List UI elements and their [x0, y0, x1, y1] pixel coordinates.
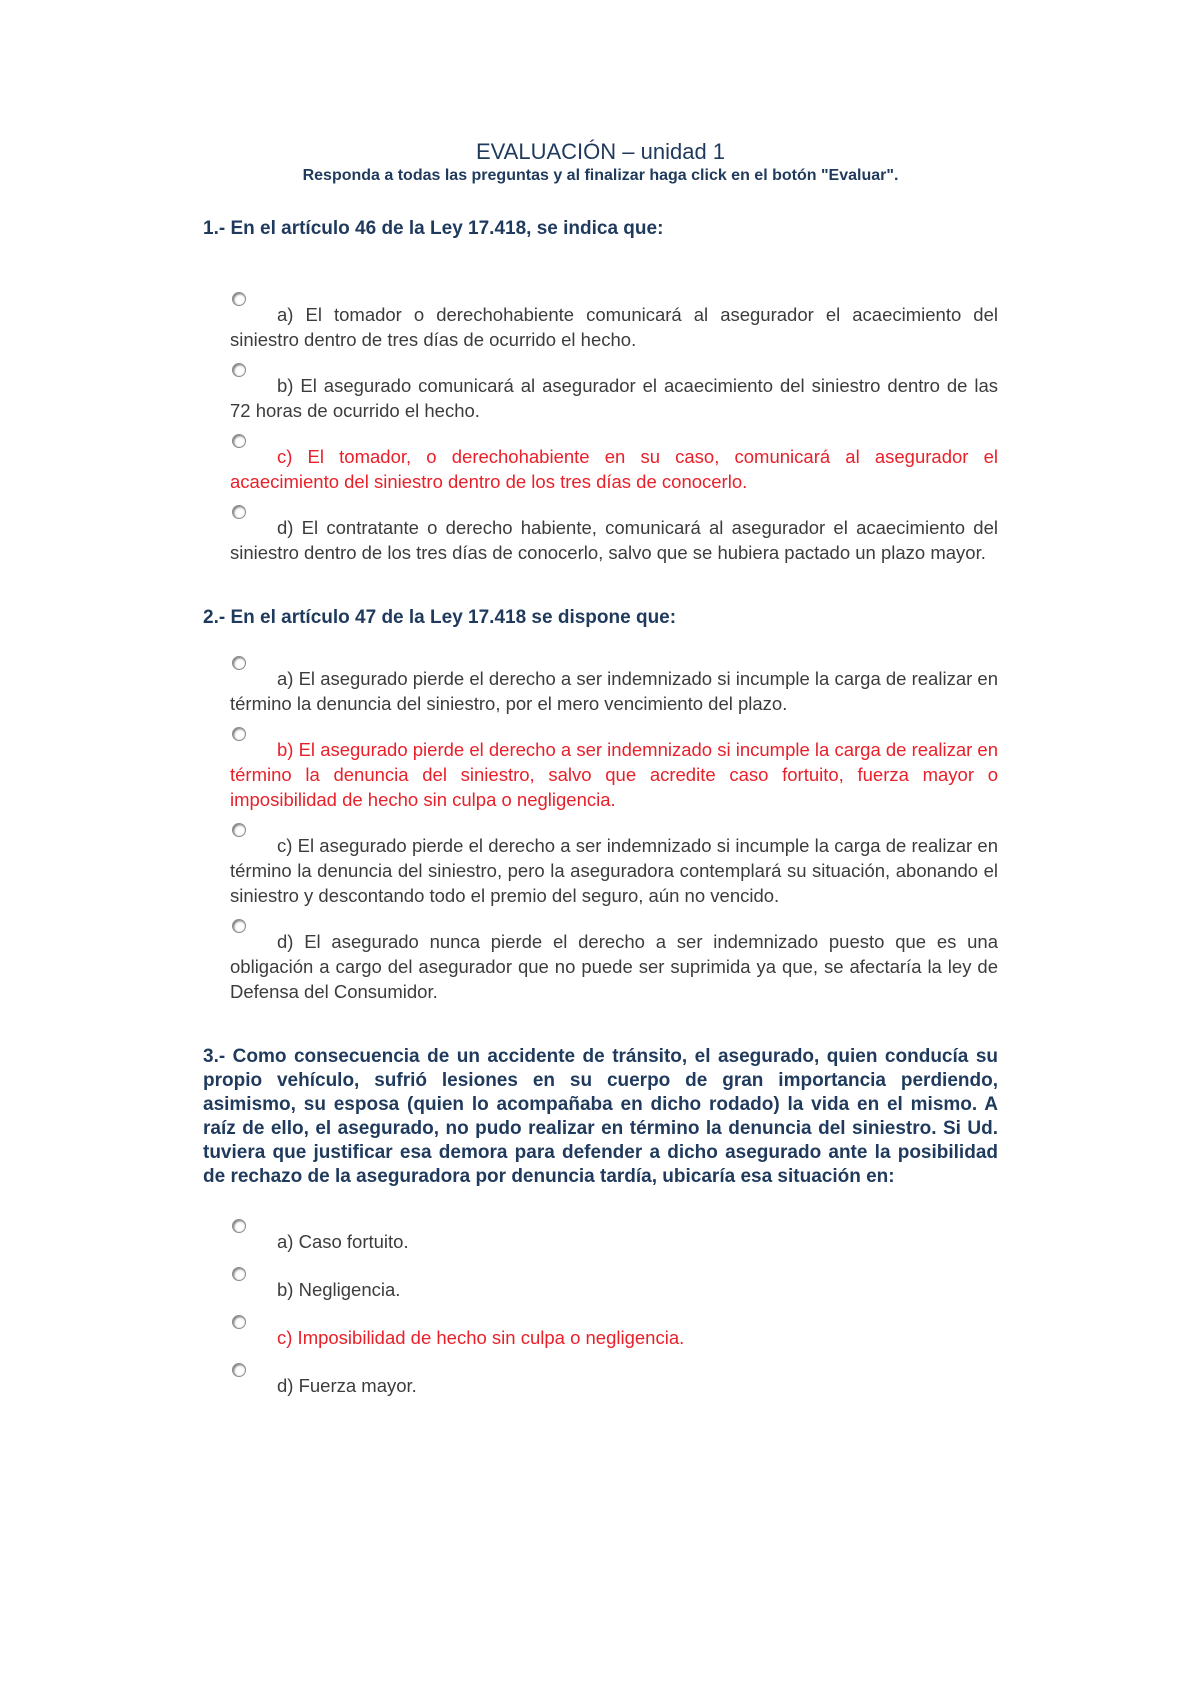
radio-button[interactable] — [232, 363, 246, 377]
page-title: EVALUACIÓN – unidad 1 — [475, 139, 726, 164]
option-label: c) El tomador, o derechohabiente en su caso, comunicará al asegurador el acaecimiento del siniestro dentro de los tres días de conocerlo. — [230, 446, 998, 492]
question-3-option-a — [203, 1219, 998, 1254]
radio-button[interactable] — [232, 727, 246, 741]
question-1-option-d — [203, 505, 998, 565]
question-1-option-b — [203, 363, 998, 423]
question-1-options — [203, 292, 998, 565]
question-3-option-d — [203, 1363, 998, 1398]
question-3-option-b — [203, 1267, 998, 1302]
question-2-option-d — [203, 919, 998, 1004]
question-1-option-a — [203, 292, 998, 352]
question-1 — [203, 217, 998, 565]
option-label: a) El asegurado pierde el derecho a ser indemnizado si incumple la carga de realizar en término la denuncia del siniestro, por el mero vencimiento del plazo. — [230, 668, 998, 714]
option-label: b) El asegurado comunicará al asegurador el acaecimiento del siniestro dentro de las 72 horas de ocurrido el hecho. — [230, 375, 998, 421]
radio-button[interactable] — [232, 292, 246, 306]
question-2-text: 2.- En el artículo 47 de la Ley 17.418 se dispone que: — [203, 607, 677, 628]
radio-button[interactable] — [232, 1315, 246, 1329]
question-3 — [203, 1045, 998, 1398]
question-2-option-b — [203, 727, 998, 812]
radio-button[interactable] — [232, 1363, 246, 1377]
option-label: b) El asegurado pierde el derecho a ser indemnizado si incumple la carga de realizar en término la denuncia del siniestro, salvo que acredite caso fortuito, fuerza mayor o imposibilidad de hecho sin culpa o negligencia. — [230, 739, 998, 810]
radio-button[interactable] — [232, 434, 246, 448]
option-label: d) El asegurado nunca pierde el derecho a ser indemnizado puesto que es una obligación a cargo del asegurador que no puede ser suprimida ya que, se afectaría la ley de Defensa del Consumidor. — [230, 931, 998, 1002]
page-instructions: Responda a todas las preguntas y al finalizar haga click en el botón "Evaluar". — [302, 167, 899, 184]
question-2 — [203, 606, 998, 1004]
option-label: d) Fuerza mayor. — [277, 1375, 417, 1396]
option-label: b) Negligencia. — [277, 1279, 401, 1300]
option-label: c) El asegurado pierde el derecho a ser indemnizado si incumple la carga de realizar en término la denuncia del siniestro, pero la aseguradora contemplará su situación, abonando el siniestro y descontando todo el premio del seguro, aún no vencido. — [230, 835, 998, 906]
question-3-option-c — [203, 1315, 998, 1350]
radio-button[interactable] — [232, 1219, 246, 1233]
radio-button[interactable] — [232, 505, 246, 519]
question-3-options — [203, 1219, 998, 1398]
evaluation-page — [203, 138, 998, 1398]
question-1-text: 1.- En el artículo 46 de la Ley 17.418, se indica que: — [203, 218, 664, 239]
radio-button[interactable] — [232, 919, 246, 933]
question-2-options — [203, 656, 998, 1004]
radio-button[interactable] — [232, 823, 246, 837]
radio-button[interactable] — [232, 1267, 246, 1281]
option-label: d) El contratante o derecho habiente, comunicará al asegurador el acaecimiento del siniestro dentro de los tres días de conocerlo, salvo que se hubiera pactado un plazo mayor. — [230, 517, 998, 563]
question-2-option-a — [203, 656, 998, 716]
option-label: a) El tomador o derechohabiente comunicará al asegurador el acaecimiento del siniestro dentro de tres días de ocurrido el hecho. — [230, 304, 998, 350]
radio-button[interactable] — [232, 656, 246, 670]
option-label: c) Imposibilidad de hecho sin culpa o negligencia. — [277, 1327, 685, 1348]
question-2-option-c — [203, 823, 998, 908]
option-label: a) Caso fortuito. — [277, 1231, 409, 1252]
question-3-text: 3.- Como consecuencia de un accidente de tránsito, el asegurado, quien conducía su propio vehículo, sufrió lesiones en su cuerpo de gran importancia perdiendo, asimismo, su esposa (quien lo acompañaba en dicho rodado) la vida en el mismo. A raíz de ello, el asegurado, no pudo realizar en término la denuncia del siniestro. Si Ud. tuviera que justificar esa demora para defender a dicho asegurado ante la posibilidad de rechazo de la aseguradora por denuncia tardía, ubicaría esa situación en: — [203, 1046, 998, 1187]
question-1-option-c — [203, 434, 998, 494]
